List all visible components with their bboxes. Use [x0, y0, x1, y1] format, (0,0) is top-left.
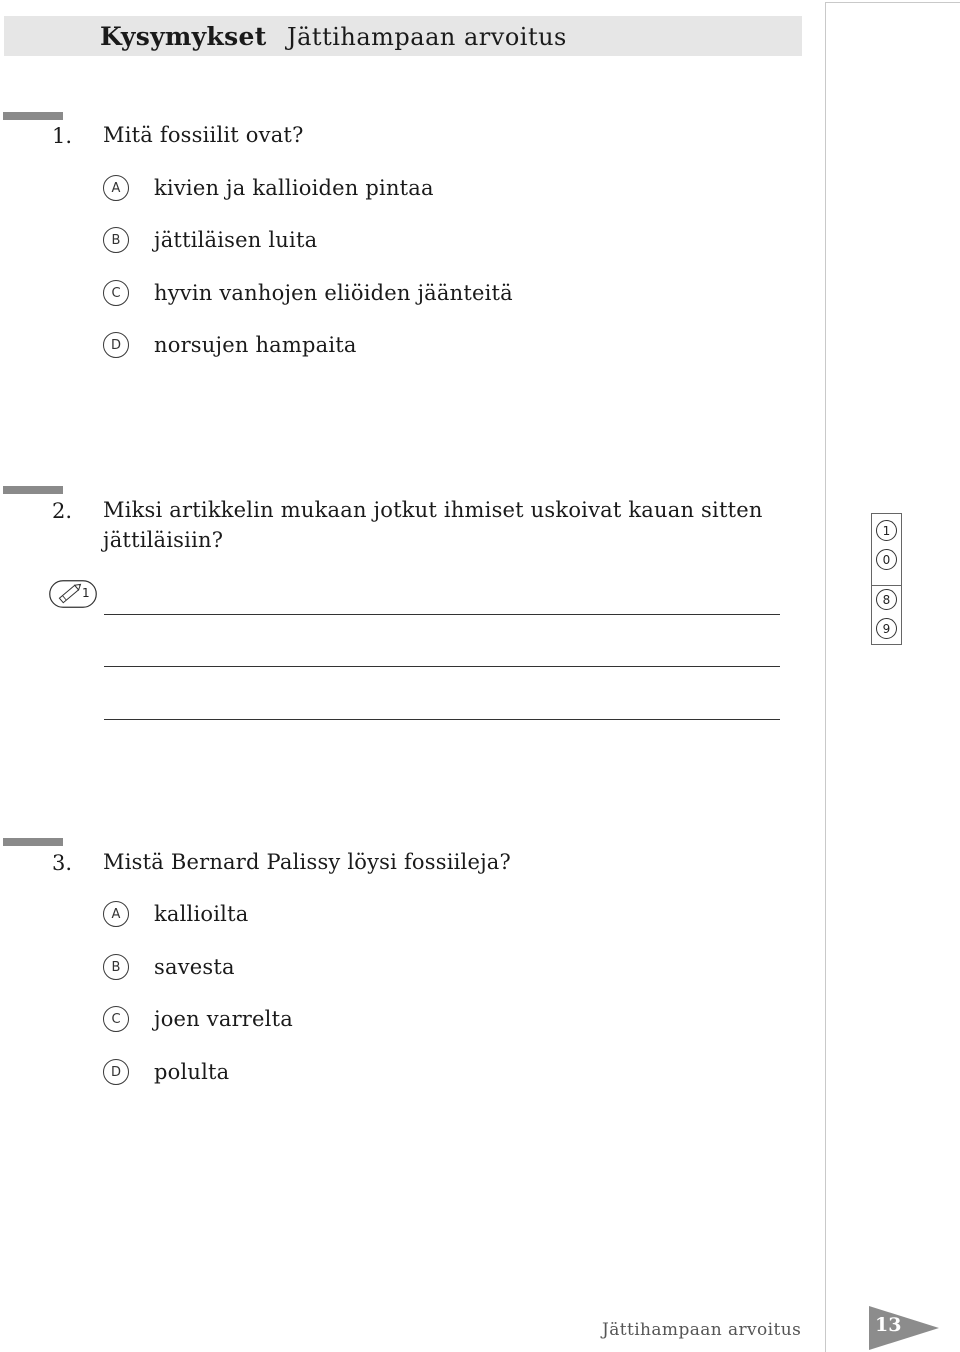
code-circle[interactable]: 8 — [876, 589, 897, 610]
option-text: kivien ja kallioiden pintaa — [154, 176, 434, 200]
option-letter: C — [103, 280, 129, 306]
q1-option-b[interactable] — [103, 226, 317, 254]
option-letter: B — [103, 227, 129, 253]
question-1-number: 1. — [52, 124, 73, 148]
question-3-number: 3. — [52, 851, 73, 875]
code-circle[interactable]: 1 — [876, 520, 897, 541]
question-2-marker — [3, 486, 63, 494]
question-1-text: Mitä fossiilit ovat? — [103, 123, 304, 147]
q3-option-d[interactable] — [103, 1058, 229, 1086]
option-text: savesta — [154, 955, 235, 979]
option-text: jättiläisen luita — [154, 228, 318, 252]
option-text: norsujen hampaita — [154, 333, 357, 357]
question-2-number: 2. — [52, 499, 73, 523]
question-3-text: Mistä Bernard Palissy löysi fossiileja? — [103, 850, 511, 874]
code-divider — [872, 585, 901, 586]
page-header — [4, 16, 802, 56]
code-circle[interactable]: 0 — [876, 549, 897, 570]
option-letter: C — [103, 1006, 129, 1032]
margin-frame — [825, 2, 960, 1352]
option-text: joen varrelta — [154, 1007, 293, 1031]
q1-option-d[interactable] — [103, 331, 357, 359]
option-letter: A — [103, 901, 129, 927]
question-3-marker — [3, 838, 63, 846]
footer-title: Jättihampaan arvoitus — [602, 1320, 802, 1340]
section-title: Jättihampaan arvoitus — [287, 23, 567, 51]
option-letter: B — [103, 954, 129, 980]
answer-line[interactable] — [104, 666, 780, 667]
question-2-text-line-1: Miksi artikkelin mukaan jotkut ihmiset uskoivat kauan sitten — [103, 498, 763, 522]
q1-option-c[interactable] — [103, 279, 513, 307]
question-2-text-line-2: jättiläisiin? — [103, 528, 224, 552]
option-letter: D — [103, 1059, 129, 1085]
option-letter: D — [103, 332, 129, 358]
answer-line[interactable] — [104, 719, 780, 720]
q3-option-a[interactable] — [103, 900, 248, 928]
q3-option-b[interactable] — [103, 953, 235, 981]
points-badge — [49, 580, 97, 608]
code-circle[interactable]: 9 — [876, 618, 897, 639]
option-text: kallioilta — [154, 902, 249, 926]
question-1-marker — [3, 112, 63, 120]
option-letter: A — [103, 175, 129, 201]
points-value: 1 — [82, 586, 90, 600]
q3-option-c[interactable] — [103, 1005, 293, 1033]
scoring-code-column — [871, 513, 902, 645]
option-text: hyvin vanhojen eliöiden jäänteitä — [154, 281, 513, 305]
page-number: 13 — [875, 1314, 902, 1336]
option-text: polulta — [154, 1060, 230, 1084]
q1-option-a[interactable] — [103, 174, 434, 202]
pencil-icon — [49, 580, 97, 608]
answer-line[interactable] — [104, 614, 780, 615]
section-keyword: Kysymykset — [100, 22, 267, 51]
